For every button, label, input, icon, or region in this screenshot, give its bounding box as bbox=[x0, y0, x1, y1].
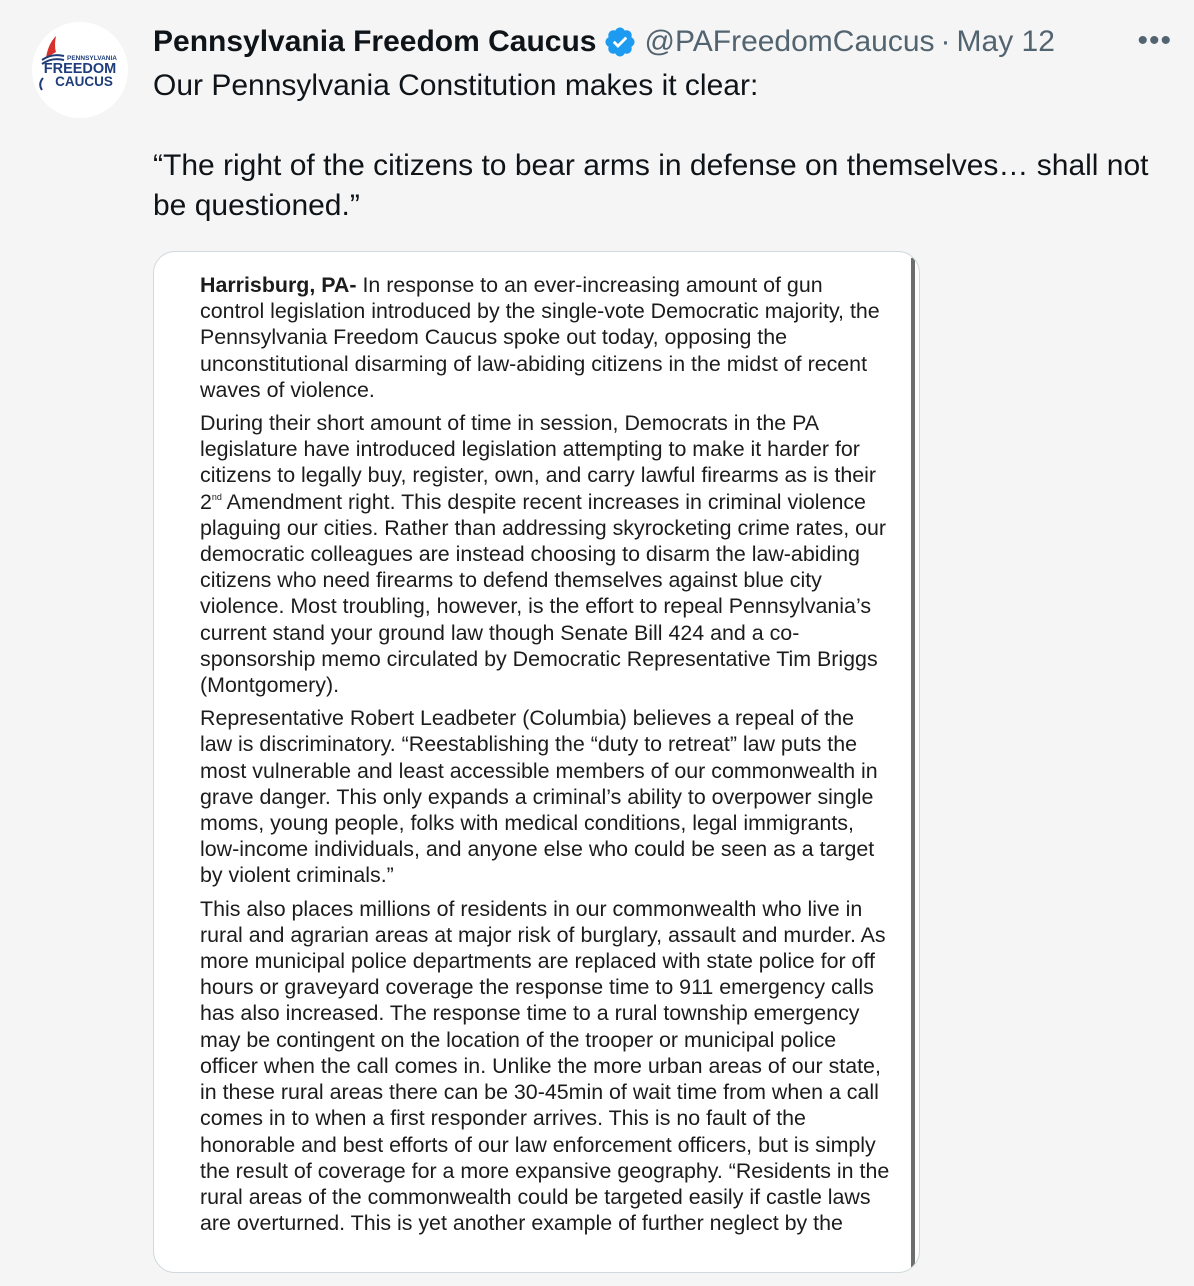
more-options-icon[interactable]: ••• bbox=[1137, 24, 1172, 57]
display-name[interactable]: Pennsylvania Freedom Caucus bbox=[153, 25, 597, 58]
avatar[interactable] bbox=[32, 22, 128, 118]
tweet-quote: “The right of the citizens to bear arms in defense on themselves… shall not be questioned.” bbox=[153, 149, 1149, 222]
doc-dateline: Harrisburg, PA- bbox=[200, 273, 357, 297]
doc-paragraph-text: During their short amount of time in session, Democrats in the PA legislature have introduced legislation attempting to make it harder for citizens to legally buy, register, own, and carry lawful firearms as is their 2 bbox=[200, 411, 877, 514]
tweet-text-line: Our Pennsylvania Constitution makes it clear: bbox=[153, 69, 759, 102]
tweet-header bbox=[153, 22, 1174, 62]
doc-paragraph: This also places millions of residents in our commonwealth who live in rural and agrarian areas at major risk of burglary, assault and murder. As more municipal police departments are replaced with state police for off hours or graveyard coverage the response time to 911 emergency calls has also increased. The response time to a rural township emergency may be contingent on the location of the trooper or municipal police officer when the call comes in. Unlike the more urban areas of our state, in these rural areas there can be 30-45min of wait time from when a call comes in to when a first responder arrives. This is no fault of the honorable and best efforts of our law enforcement officers, but is simply the result of coverage for a more expansive geography. “Residents in the rural areas of the commonwealth could be targeted easily if castle laws are overturned. This is yet another example of further neglect by the bbox=[200, 896, 890, 1236]
press-release-document bbox=[200, 272, 890, 1243]
freedom-caucus-logo bbox=[32, 22, 128, 118]
ordinal-superscript: nd bbox=[211, 491, 222, 502]
timestamp[interactable]: May 12 bbox=[956, 25, 1055, 58]
doc-paragraph bbox=[200, 272, 890, 403]
doc-paragraph-text: Amendment right. This despite recent increases in criminal violence plaguing our cities. Rather than addressing skyrocketing crime rates, our democratic colleagues are instead choosing to disarm the law-abiding citizens who need firearms to defend themselves against blue city violence. Most troubling, however, is the effort to repeal Pennsylvania’s current stand your ground law though Senate Bill 424 and a co-sponsorship memo circulated by Democratic Representative Tim Briggs (Montgomery). bbox=[200, 489, 887, 698]
separator-dot: · bbox=[940, 25, 951, 58]
page-edge-divider bbox=[911, 258, 915, 1270]
svg-text:PENNSYLVANIA: PENNSYLVANIA bbox=[67, 55, 117, 62]
user-handle[interactable]: @PAFreedomCaucus bbox=[644, 25, 935, 58]
attached-image[interactable] bbox=[153, 251, 920, 1273]
svg-text:CAUCUS: CAUCUS bbox=[55, 74, 113, 89]
tweet-text bbox=[153, 66, 1163, 226]
verified-badge-icon[interactable] bbox=[603, 25, 637, 59]
doc-paragraph bbox=[200, 410, 890, 698]
doc-paragraph-text: In response to an ever-increasing amount of gun control legislation introduced by the single-vote Democratic majority, the Pennsylvania Freedom Caucus spoke out today, opposing the unconstitutional disarming of law-abiding citizens in the midst of recent waves of violence. bbox=[200, 273, 880, 402]
svg-text:FREEDOM: FREEDOM bbox=[43, 61, 117, 77]
doc-paragraph: Representative Robert Leadbeter (Columbia) believes a repeal of the law is discriminatory. “Reestablishing the “duty to retreat” law puts the most vulnerable and least accessible members of our commonwealth in grave danger. This only expands a criminal’s ability to overpower single moms, young people, folks with medical conditions, legal immigrants, low-income individuals, and anyone else who could be seen as a target by violent criminals.” bbox=[200, 706, 878, 888]
